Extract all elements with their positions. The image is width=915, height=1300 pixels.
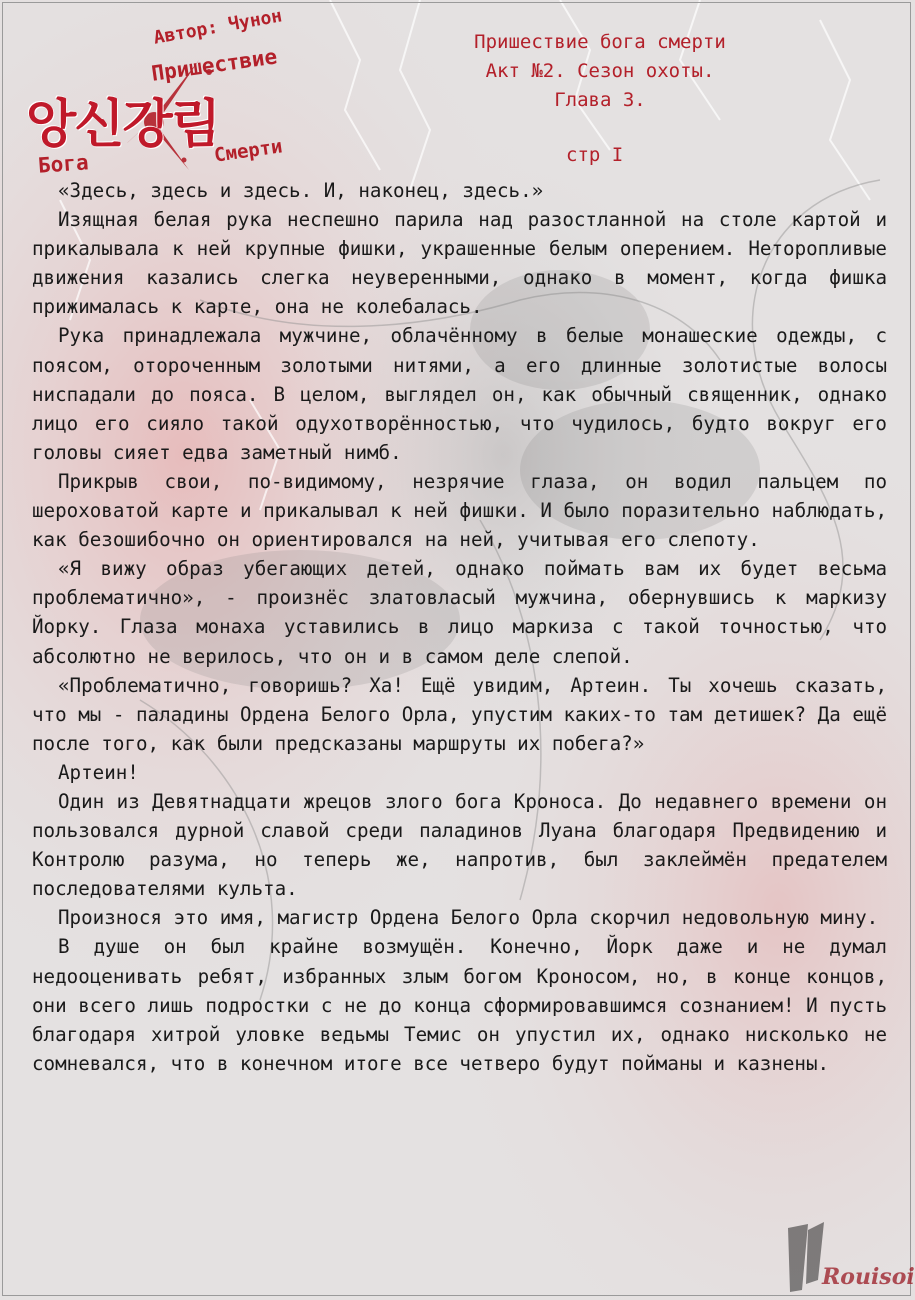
- paragraph: Изящная белая рука неспешно парила над разостланной на столе картой и прикалывала к ней крупные фишки, украшенные белым оперением. Неторопливые движения казались слегка неуверенными, однако в момент, когда фишка прижималась к карте, она не колебалась.: [32, 208, 887, 319]
- chapter-header: [440, 28, 760, 115]
- work-title: Пришествие бога смерти: [474, 31, 726, 53]
- logo-title-top: Пришествие: [150, 44, 279, 86]
- logo-author: Автор: Чунон: [152, 5, 284, 49]
- logo-korean-title: 앙신강림: [26, 95, 219, 155]
- paragraph: Прикрыв свои, по-видимому, незрячие глаза, он водил пальцем по шероховатой карте и прикалывал к ней фишки. И было поразительно наблюдать, как безошибочно он ориентировался на ней, учитывая его слепоту.: [32, 469, 887, 552]
- paragraph: «Проблематично, говоришь? Ха! Ещё увидим, Артеин. Ты хочешь сказать, что мы - паладины Ордена Белого Орла, упустим каких-то там детишек? Да ещё после того, как были предсказаны маршруты их побега?»: [32, 673, 887, 755]
- paragraph: Один из Девятнадцати жрецов злого бога Кроноса. До недавнего времени он пользовался дурной славой среди паладинов Луана благодаря Предвидению и Контролю разума, но теперь же, напротив, был заклеймён предателем последователями культа.: [32, 789, 887, 901]
- logo-title-left: Бога: [37, 150, 90, 178]
- act-title: Акт №2. Сезон охоты.: [485, 60, 715, 82]
- paragraph: Произнося это имя, магистр Ордена Белого Орла скорчил недовольную мину.: [58, 906, 879, 930]
- chapter-title: Глава 3.: [554, 89, 646, 111]
- paragraph: «Здесь, здесь и здесь. И, наконец, здесь.»: [58, 179, 544, 202]
- page-number: стр I: [566, 144, 624, 166]
- paragraph: Артеин!: [58, 760, 139, 784]
- body-text: [32, 176, 887, 1078]
- logo-title-right: Смерти: [212, 135, 284, 167]
- paragraph: «Я вижу образ убегающих детей, однако поймать вам их будет весьма проблематично», - произнёс златовласый мужчина, обернувшись к маркизу Йорку. Глаза монаха уставились в лицо маркиза с такой точностью, что абсолютно не верилось, что он и в самом деле слепой.: [32, 557, 887, 668]
- paragraph: Рука принадлежала мужчине, облачённому в белые монашеские одежды, с поясом, отороченным золотыми нитями, а его длинные золотистые волосы ниспадали до пояса. В целом, выглядел он, как обычный священник, однако лицо его сияло такой одухотворённостью, что чудилось, будто вокруг его головы сияет едва заметный нимб.: [32, 324, 887, 464]
- paragraph: В душе он был крайне возмущён. Конечно, Йорк даже и не думал недооценивать ребят, избранных злым богом Кроносом, но, в конце концов, они всего лишь подростки с не до конца сформировавшимся сознанием! И пусть благодаря хитрой уловке ведьмы Темис он упустил их, однако нисколько не сомневался, что в конечном итоге все четверо будут пойманы и казнены.: [32, 935, 887, 1075]
- watermark-text: Rouisoi: [822, 1264, 915, 1290]
- watermark-logo: [778, 1220, 915, 1296]
